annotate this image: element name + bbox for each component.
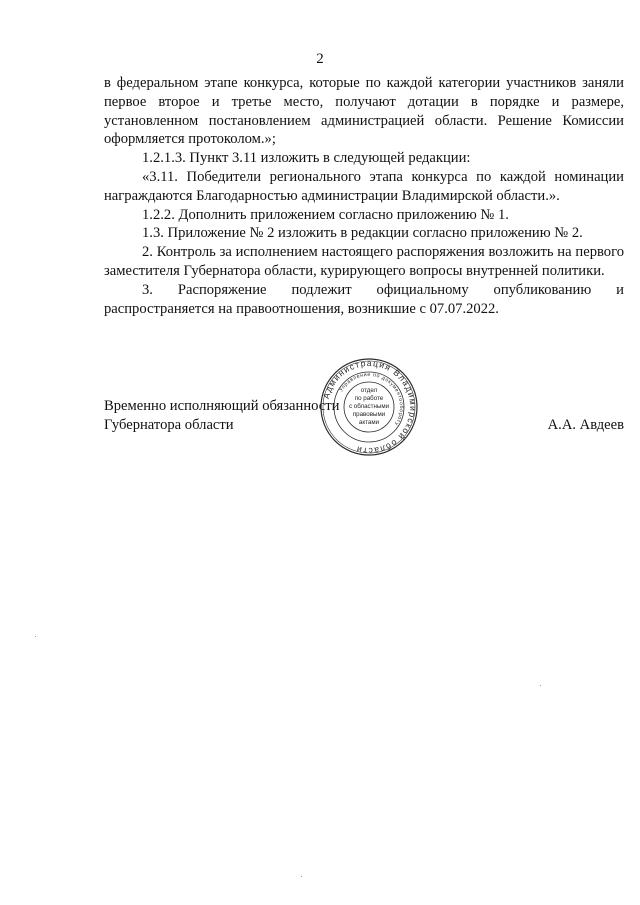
signature-title xyxy=(104,397,339,435)
document-body xyxy=(104,74,624,318)
scan-speck xyxy=(540,685,541,686)
official-stamp xyxy=(319,357,419,457)
paragraph-item-1-3: 1.3. Приложение № 2 изложить в редакции согласно приложению № 2. xyxy=(142,225,583,242)
signature-title-line-2: Губернатора области xyxy=(104,417,234,433)
signature-name: А.А. Авдеев xyxy=(547,417,624,433)
paragraph-continuation: в федеральном этапе конкурса, которые по каждой категории участников заняли первое второе и третье место, получают дотации в порядке и размере, установленном постановлением администрацией области. Решение Комиссии оформляется протоколом.»; xyxy=(104,75,624,148)
stamp-center-line-5: актами xyxy=(358,419,380,426)
stamp-center-line-4: правовыми xyxy=(352,411,386,418)
stamp-center-line-1: отдел xyxy=(360,387,378,394)
scan-speck xyxy=(301,876,302,877)
paragraph-item-2: 2. Контроль за исполнением настоящего распоряжения возложить на первого заместителя Губернатора области, курирующего вопросы внутренней политики. xyxy=(104,244,624,279)
paragraph-item-3: 3. Распоряжение подлежит официальному опубликованию и распространяется на правоотношения, возникшие с 07.07.2022. xyxy=(104,281,624,317)
stamp-outer-ring-text: Администрация Владимирской области xyxy=(320,357,419,457)
stamp-center-line-2: по работе xyxy=(354,395,384,402)
paragraph-item-1-2-1-3: 1.2.1.3. Пункт 3.11 изложить в следующей редакции: xyxy=(142,150,471,167)
stamp-center-line-3: с областными xyxy=(348,403,390,410)
scan-speck xyxy=(35,636,36,637)
stamp-inner-ring-text: Управление по документообороту xyxy=(338,371,405,427)
paragraph-quote-3-11: «3.11. Победители регионального этапа конкурса по каждой номинации награждаются Благодарностью администрации Владимирской области.». xyxy=(104,168,624,204)
paragraph-item-1-2-2: 1.2.2. Дополнить приложением согласно приложению № 1. xyxy=(142,206,509,223)
page-number: 2 xyxy=(316,51,324,67)
signature-title-line-1: Временно исполняющий обязанности xyxy=(104,398,340,414)
